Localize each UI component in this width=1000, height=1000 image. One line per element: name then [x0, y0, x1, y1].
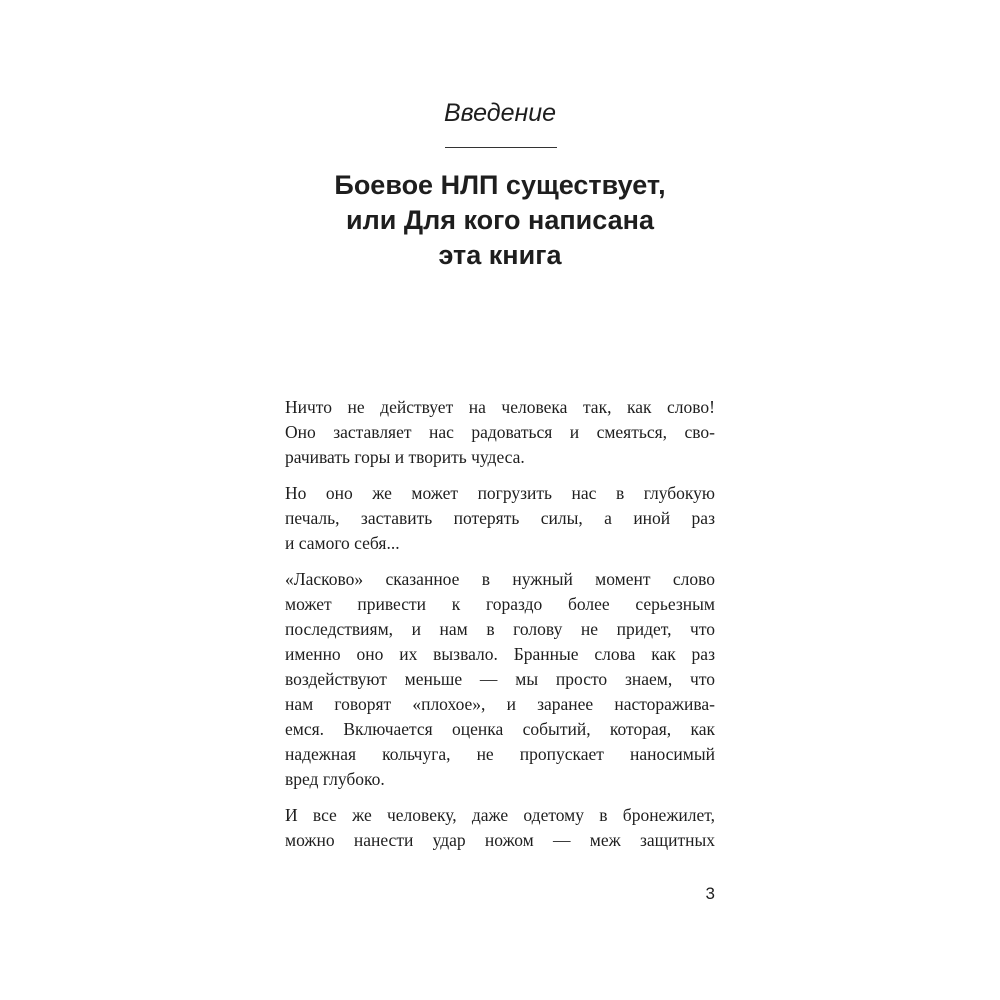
text-line: и самого себя... [285, 533, 400, 553]
text-line: может привести к гораздо более серьезным [285, 594, 715, 614]
text-line: рачивать горы и творить чудеса. [285, 447, 525, 467]
text-line: «Ласково» сказанное в нужный момент слово [285, 569, 715, 589]
heading-line: или Для кого написана [346, 205, 654, 235]
text-line: Но оно же может погрузить нас в глубокую [285, 483, 715, 503]
text-line: Ничто не действует на человека так, как слово! [285, 397, 715, 417]
chapter-heading [0, 168, 1000, 273]
chapter-label: Введение [443, 99, 557, 127]
text-line: воздействуют меньше — мы просто знаем, что [285, 669, 715, 689]
text-line: И все же человеку, даже одетому в бронежилет, [285, 805, 715, 825]
text-line: Оно заставляет нас радоваться и смеяться, сво- [285, 422, 715, 442]
paragraph [285, 395, 715, 470]
text-line: вред глубоко. [285, 769, 385, 789]
text-line: нам говорят «плохое», и заранее насторажива- [285, 694, 715, 714]
paragraph [285, 481, 715, 556]
paragraph [285, 803, 715, 853]
text-line: именно оно их вызвало. Бранные слова как раз [285, 644, 715, 664]
page-number: 3 [705, 884, 715, 903]
text-line: печаль, заставить потерять силы, а иной раз [285, 508, 715, 528]
text-line: последствиям, и нам в голову не придет, что [285, 619, 715, 639]
text-line: надежная кольчуга, не пропускает наносимый [285, 744, 715, 764]
text-line: можно нанести удар ножом — меж защитных [285, 830, 715, 850]
body-text [285, 395, 715, 864]
heading-line: эта книга [438, 240, 562, 270]
text-line: емся. Включается оценка событий, которая, как [285, 719, 715, 739]
title-divider [445, 147, 557, 148]
paragraph [285, 567, 715, 792]
heading-line: Боевое НЛП существует, [334, 170, 666, 200]
